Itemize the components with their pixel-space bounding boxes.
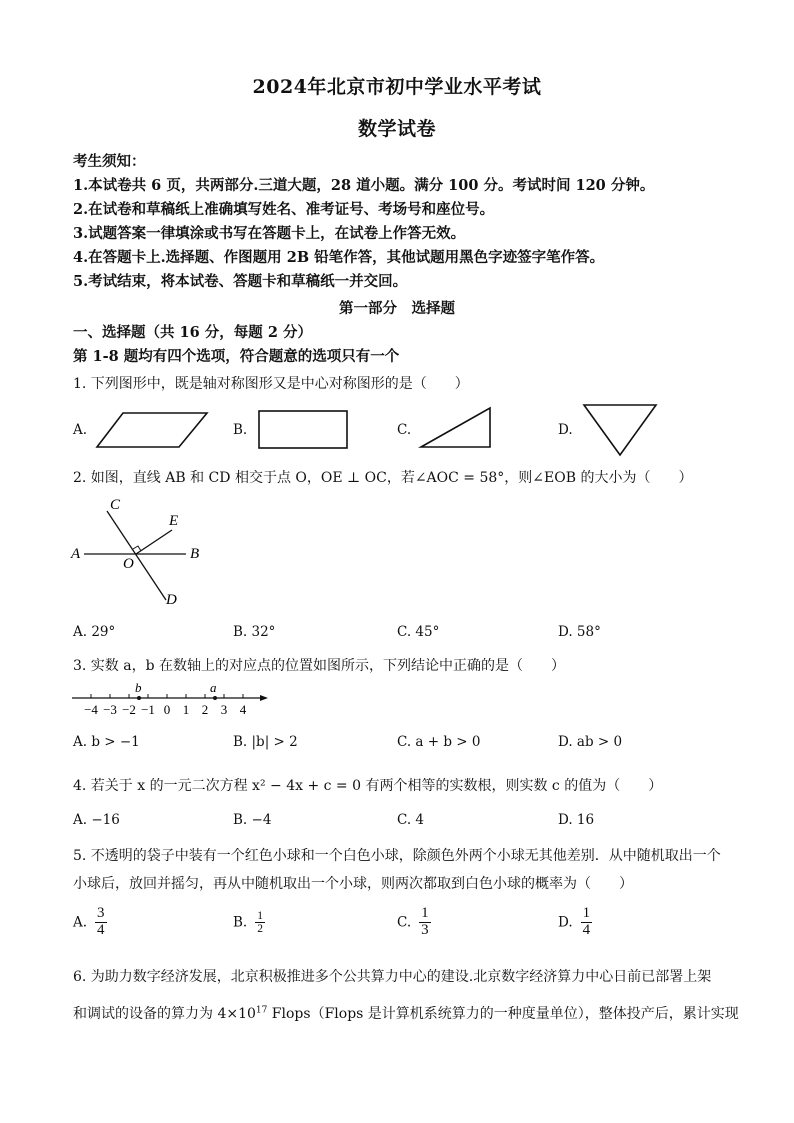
q5-option-d bbox=[558, 906, 592, 939]
q5-option-c-label: C. bbox=[397, 914, 412, 931]
q3-option-c: C. a + b > 0 bbox=[397, 734, 481, 750]
number-line-figure bbox=[68, 680, 274, 720]
axis-tick-label: −3 bbox=[103, 702, 117, 717]
parallelogram-figure bbox=[95, 410, 215, 452]
label-d: D bbox=[166, 592, 177, 608]
q1-option-a-label: A. bbox=[73, 422, 88, 438]
notice-item: 3.试题答案一律填涂或书写在答题卡上，在试卷上作答无效。 bbox=[73, 225, 466, 242]
q2-option-d: D. 58° bbox=[558, 624, 601, 640]
q4-option-a: A. −16 bbox=[73, 812, 120, 828]
axis-tick-label: −1 bbox=[141, 702, 155, 717]
q5-option-c bbox=[397, 906, 431, 939]
point-b-label: b bbox=[135, 680, 142, 695]
question-3-stem: 3. 实数 a，b 在数轴上的对应点的位置如图所示，下列结论中正确的是（ ） bbox=[73, 658, 566, 674]
q5-option-b bbox=[233, 910, 265, 935]
inverted-triangle-figure bbox=[581, 402, 661, 458]
fraction: $\frac{1}{2}$ bbox=[257, 910, 263, 936]
label-e: E bbox=[169, 513, 179, 529]
fraction: $\frac{3}{4}$ bbox=[97, 905, 105, 938]
notice-item: 1.本试卷共 6 页，共两部分.三道大题，28 道小题。满分 100 分。考试时间 120 分钟。 bbox=[73, 177, 655, 194]
q3-option-b: B. |b| > 2 bbox=[233, 734, 298, 750]
question-2-stem: 2. 如图，直线 AB 和 CD 相交于点 O，OE ⊥ OC，若∠AOC = 58°，则∠EOB 的大小为（ ） bbox=[73, 470, 693, 486]
q2-option-a: A. 29° bbox=[73, 624, 116, 640]
part-title: 第一部分 选择题 bbox=[339, 300, 455, 317]
label-o: O bbox=[123, 556, 134, 572]
question-6-line-2: 和调试的设备的算力为 $4\times 10^{17}$ Flops（Flops 是计算机系统算力的一种度量单位），整体投产后，累计实现 bbox=[73, 1005, 739, 1022]
section-heading: 一、选择题（共 16 分，每题 2 分） bbox=[73, 324, 312, 341]
q4-option-c: C. 4 bbox=[397, 812, 425, 828]
notice-item: 5.考试结束，将本试卷、答题卡和草稿纸一并交回。 bbox=[73, 273, 408, 290]
paper-subtitle: 数学试卷 bbox=[357, 118, 436, 140]
rectangle-figure bbox=[256, 409, 352, 451]
point-b-marker bbox=[137, 696, 141, 700]
axis-tick-label: 2 bbox=[201, 702, 209, 717]
q4-option-b: B. −4 bbox=[233, 812, 272, 828]
axis-tick-label: 4 bbox=[239, 702, 247, 717]
axis-tick-label: 3 bbox=[220, 702, 228, 717]
q1-option-d-label: D. bbox=[558, 422, 573, 438]
q5-option-a-label: A. bbox=[73, 914, 88, 931]
question-5-stem-line-2: 小球后，放回并摇匀，再从中随机取出一个小球，则两次都取到白色小球的概率为（ ） bbox=[73, 876, 633, 892]
label-c: C bbox=[110, 497, 121, 513]
intersecting-lines-figure bbox=[68, 494, 218, 610]
point-a-label: a bbox=[210, 680, 217, 695]
q1-option-c-label: C. bbox=[397, 422, 412, 438]
q2-option-c: C. 45° bbox=[397, 624, 440, 640]
axis-tick-label: −4 bbox=[84, 702, 98, 717]
question-5-stem-line-1: 5. 不透明的袋子中装有一个红色小球和一个白色小球，除颜色外两个小球无其他差别．从中随机取出一个 bbox=[73, 848, 721, 864]
q4-option-d: D. 16 bbox=[558, 812, 595, 828]
section-instruction: 第 1-8 题均有四个选项，符合题意的选项只有一个 bbox=[73, 348, 400, 365]
notice-item: 2.在试卷和草稿纸上准确填写姓名、准考证号、考场号和座位号。 bbox=[73, 201, 495, 218]
q2-option-b: B. 32° bbox=[233, 624, 276, 640]
q3-option-a: A. b > −1 bbox=[73, 734, 140, 750]
q5-option-d-label: D. bbox=[558, 914, 573, 931]
label-a: A bbox=[71, 546, 81, 562]
axis-tick-label: 0 bbox=[163, 702, 171, 717]
axis-tick-label: −2 bbox=[122, 702, 136, 717]
fraction: $\frac{1}{3}$ bbox=[421, 905, 429, 938]
notice-item: 4.在答题卡上.选择题、作图题用 2B 铅笔作答，其他试题用黑色字迹签字笔作答。 bbox=[73, 249, 605, 266]
right-triangle-figure bbox=[418, 405, 496, 451]
question-1-stem: 1. 下列图形中，既是轴对称图形又是中心对称图形的是（ ） bbox=[73, 376, 469, 392]
label-b: B bbox=[190, 546, 200, 562]
question-4-stem: 4. 若关于 x 的一元二次方程 x² − 4x + c = 0 有两个相等的实数根，则实数 c 的值为（ ） bbox=[73, 778, 663, 794]
question-6-line-1: 6. 为助力数字经济发展，北京积极推进多个公共算力中心的建设.北京数字经济算力中心日前已部署上架 bbox=[73, 969, 712, 985]
q5-option-a bbox=[73, 906, 107, 939]
q5-option-b-label: B. bbox=[233, 914, 248, 931]
q1-option-b-label: B. bbox=[233, 422, 248, 438]
notice-heading: 考生须知： bbox=[73, 153, 146, 170]
exam-title: 2024年北京市初中学业水平考试 bbox=[252, 76, 542, 98]
axis-tick-label: 1 bbox=[182, 702, 190, 717]
fraction: $\frac{1}{4}$ bbox=[582, 905, 591, 938]
q3-option-d: D. ab > 0 bbox=[558, 734, 623, 750]
point-a-marker bbox=[213, 696, 217, 700]
